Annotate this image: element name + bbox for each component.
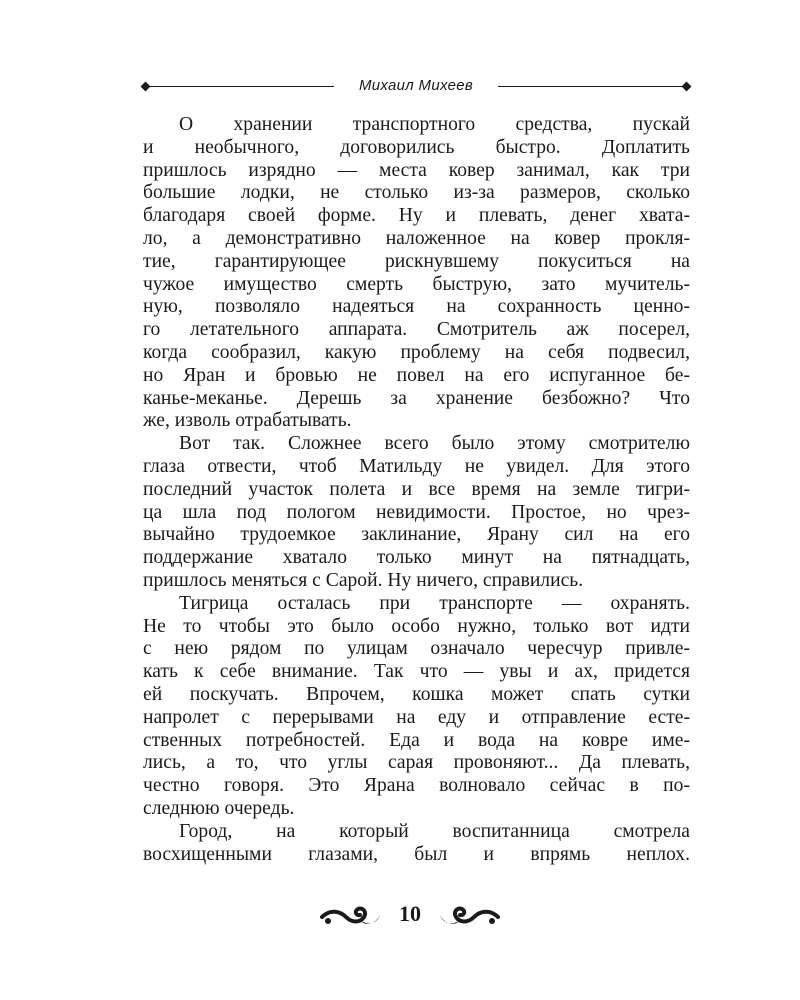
text-line: Тигрица осталась при транспорте — охранять. (179, 592, 690, 614)
text-line: честно говоря. Это Ярана волновало сейчас в по- (143, 775, 690, 797)
text-line: ей поскучать. Впрочем, кошка может спать сутки (143, 683, 690, 705)
text-line: лись, а то, что углы сарая провоняют... Да плевать, (143, 752, 690, 774)
text-line: глаза отвести, чтоб Матильду не увидел. Для этого (143, 455, 690, 477)
text-line: поддержание хватало только минут на пятнадцать, (143, 547, 690, 569)
page-folio (320, 898, 500, 932)
text-line: когда сообразил, какую проблему на себя подвесил, (143, 341, 690, 363)
text-line: пришлось изрядно — места ковер занимал, как три (143, 159, 690, 181)
text-line: с нею рядом по улицам означало чересчур привле- (143, 638, 690, 660)
flourish-right-icon (438, 901, 500, 929)
text-line: напролет с перерывами на еду и отправление есте- (143, 706, 690, 728)
text-line: го летательного аппарата. Смотритель аж посерел, (143, 319, 690, 341)
text-line: пришлось меняться с Сарой. Ну ничего, справились. (143, 569, 584, 591)
text-line: Город, на который воспитанница смотрела (179, 820, 690, 842)
text-line: кать к себе внимание. Так что — увы и ах, придется (143, 661, 690, 683)
running-head (142, 76, 690, 96)
header-rule-right (498, 86, 684, 87)
text-line: ца шла под пологом невидимости. Простое, но чрез- (143, 501, 690, 523)
text-line: благодаря своей форме. Ну и плевать, денег хвата- (143, 205, 690, 227)
text-line: ную, позволяло надеяться на сохранность ценно- (143, 296, 690, 318)
text-line: О хранении транспортного средства, пускай (179, 114, 690, 135)
text-line: следнюю очередь. (143, 797, 295, 819)
page-number: 10 (399, 901, 421, 926)
text-line: чужое имущество смерть быструю, зато мучитель- (143, 273, 690, 295)
text-line: Вот так. Сложнее всего было этому смотрителю (179, 433, 690, 455)
running-head-author: Михаил Михеев (358, 77, 474, 94)
text-line: же, изволь отрабатывать. (143, 410, 352, 432)
text-line: но Яран и бровью не повел на его испуганное бе- (143, 364, 690, 386)
text-line: вычайно трудоемкое заклинание, Ярану сил на его (143, 524, 690, 546)
text-line: большие лодки, не столько из-за размеров, сколько (143, 182, 690, 204)
text-line: тие, гарантирующее рискнувшему покуситься на (143, 250, 690, 272)
text-line: восхищенными глазами, был и впрямь неплох. (143, 843, 690, 865)
text-line: и необычного, договорились быстро. Доплатить (143, 136, 690, 158)
body-text (143, 114, 690, 866)
text-line: ственных потребностей. Еда и вода на ковре име- (143, 729, 690, 751)
text-line: канье-меканье. Дерешь за хранение безбожно? Что (143, 387, 690, 409)
text-line: Не то чтобы это было особо нужно, только вот идти (143, 615, 690, 637)
text-line: последний участок полета и все время на земле тигри- (143, 478, 690, 500)
text-line: ло, а демонстративно наложенное на ковер прокля- (143, 227, 690, 249)
